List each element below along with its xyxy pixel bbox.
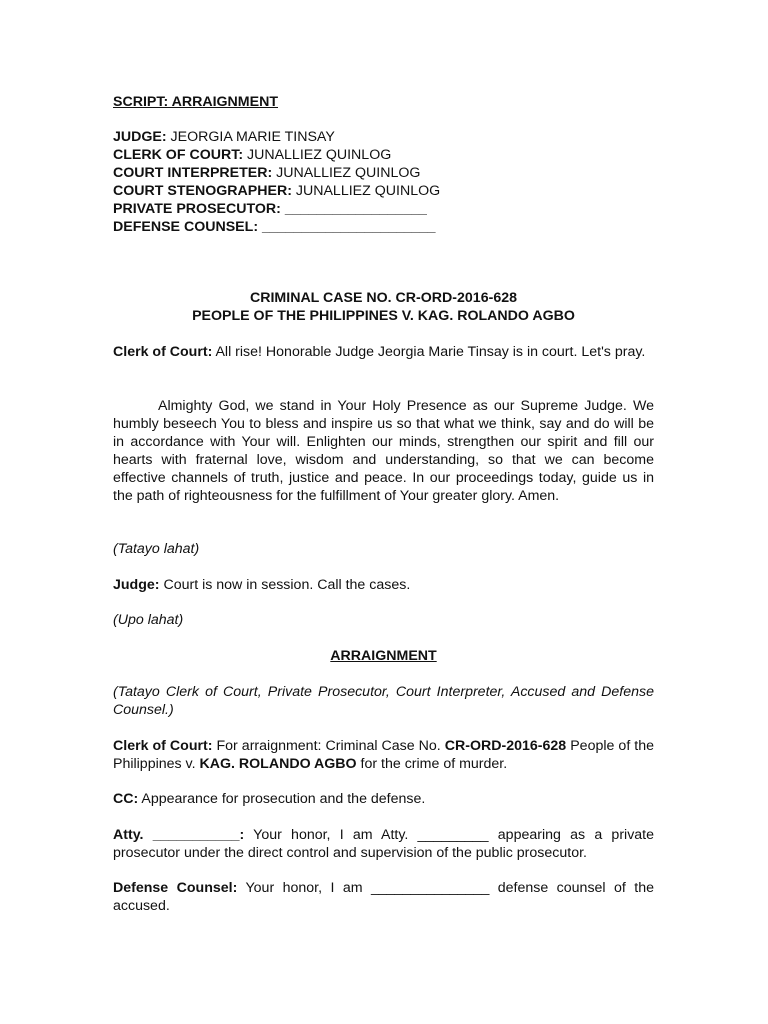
role-label: JUDGE: <box>113 129 167 145</box>
role-stenographer <box>113 182 440 200</box>
speech-text: Your honor, I am _______________ defense counsel of the accused. <box>113 880 654 914</box>
role-private-prosecutor <box>113 200 440 218</box>
speech-text: All rise! Honorable Judge Jeorgia Marie Tinsay is in court. Let's pray. <box>212 344 646 360</box>
speech-text: for the crime of murder. <box>356 756 508 772</box>
prayer-paragraph: Almighty God, we stand in Your Holy Presence as our Supreme Judge. We humbly beseech You to bless and inspire us so that what we think, say and do will be in accordance with Your will. Enlighten our minds, strengthen our spirit and fill our hearts with fraternal love, wisdom and understanding, so that we can become effective channels of truth, justice and peace. In our proceedings today, guide us in the path of righteousness for the fulfillment of Your greater glory. Amen. <box>113 398 654 504</box>
speaker-label: Judge: <box>113 577 160 593</box>
case-number-inline: CR-ORD-2016-628 <box>444 738 567 754</box>
role-label: COURT STENOGRAPHER: <box>113 183 292 199</box>
role-label: PRIVATE PROSECUTOR: __________________ <box>113 201 427 217</box>
role-value: JEORGIA MARIE TINSAY <box>166 129 335 145</box>
speech-text: Court is now in session. Call the cases. <box>159 577 411 593</box>
role-label: CLERK OF COURT: <box>113 147 244 163</box>
accused-name: KAG. ROLANDO AGBO <box>199 756 357 772</box>
speaker-label: Clerk of Court: <box>113 344 213 360</box>
speech-text: Your honor, I am Atty. _________ appearing as a private prosecutor under the direct control and supervision of the public prosecutor. <box>113 827 655 861</box>
case-title: PEOPLE OF THE PHILIPPINES V. KAG. ROLANDO AGBO <box>192 308 575 324</box>
speaker-label: Defense Counsel: <box>113 880 238 896</box>
stage-direction-arraignment: (Tatayo Clerk of Court, Private Prosecutor, Court Interpreter, Accused and Defense Counsel.) <box>113 684 654 718</box>
role-value: JUNALLIEZ QUINLOG <box>291 183 441 199</box>
defense-line <box>113 879 654 915</box>
speaker-label: CC: <box>113 791 139 807</box>
section-heading: ARRAIGNMENT <box>330 648 437 664</box>
role-judge <box>113 128 440 146</box>
cc-line <box>113 790 654 808</box>
atty-line <box>113 826 654 862</box>
clerk-arraignment <box>113 737 654 773</box>
role-value: JUNALLIEZ QUINLOG <box>272 165 421 181</box>
roles-list <box>113 128 440 236</box>
speech-text: People of the Philippines v. <box>113 738 654 772</box>
role-clerk <box>113 146 440 164</box>
role-label: DEFENSE COUNSEL: ______________________ <box>113 219 436 235</box>
clerk-opening <box>113 343 654 361</box>
role-defense-counsel <box>113 218 440 236</box>
stage-direction-stand: (Tatayo lahat) <box>113 541 200 557</box>
stage-direction-sit: (Upo lahat) <box>113 612 184 628</box>
judge-line <box>113 576 654 594</box>
speech-text: For arraignment: Criminal Case No. <box>212 738 445 754</box>
case-number: CRIMINAL CASE NO. CR-ORD-2016-628 <box>250 290 517 306</box>
role-label: COURT INTERPRETER: <box>113 165 273 181</box>
speech-text: Appearance for prosecution and the defense. <box>138 791 426 807</box>
role-interpreter <box>113 164 440 182</box>
speaker-label: Atty. ___________: <box>113 827 245 843</box>
role-value: JUNALLIEZ QUINLOG <box>243 147 392 163</box>
speaker-label: Clerk of Court: <box>113 738 213 754</box>
script-title: SCRIPT: ARRAIGNMENT <box>113 94 278 110</box>
